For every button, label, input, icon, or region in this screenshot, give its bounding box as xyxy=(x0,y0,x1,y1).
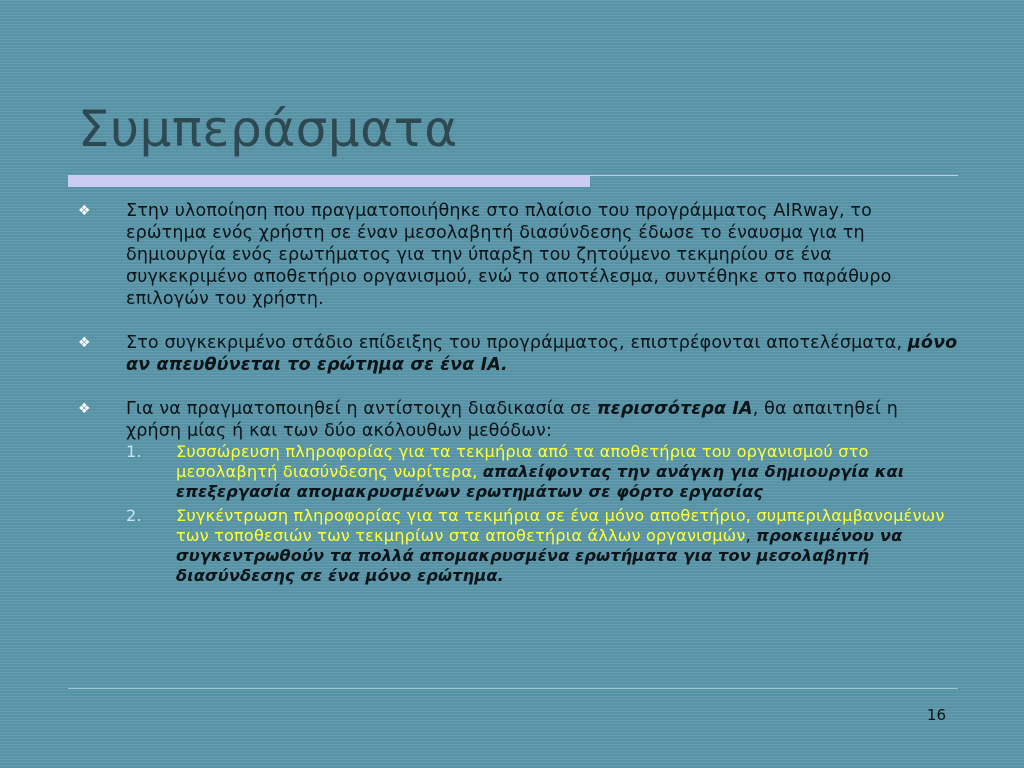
title-underline-line xyxy=(590,175,958,176)
sublist-number: 1. xyxy=(126,442,142,461)
bullet-text-tail: , θα απαιτηθεί η χρήση μίας ή και των δύο ακόλουθων μεθόδων: xyxy=(126,399,898,441)
bullet-text xyxy=(126,332,958,376)
diamond-bullet-icon: ❖ xyxy=(78,335,91,351)
numbered-sublist xyxy=(126,442,958,586)
title-underline-bar xyxy=(68,175,590,187)
sublist-body: Συσσώρευση πληροφορίας για τα τεκμήρια από τα αποθετήρια του οργανισμού στο μεσολαβητή διασύνδεσης νωρίτερα xyxy=(176,442,869,481)
sublist-number: 2. xyxy=(126,506,142,525)
bullet-item xyxy=(78,200,958,310)
sublist-separator: , xyxy=(472,462,483,481)
slide-title: Συμπεράσματα xyxy=(78,100,458,158)
sublist-text xyxy=(176,506,958,586)
page-number: 16 xyxy=(926,706,946,724)
sublist-item xyxy=(126,506,958,586)
bullet-text-body: Στο συγκεκριμένο στάδιο επίδειξης του προγράμματος, επιστρέφονται αποτελέσματα, xyxy=(126,333,908,353)
sublist-item xyxy=(126,442,958,502)
slide-body xyxy=(78,200,958,586)
bullet-text-body: Στην υλοποίηση που πραγματοποιήθηκε στο πλαίσιο του προγράμματος AIRway, το ερώτημα ενός χρήστη σε έναν μεσολαβητή διασύνδεσης έδωσε το έναυσμα για τη δημιουργία ενός ερωτήματος για την ύπαρξη του ζητούμενο τεκμηρίου σε ένα συγκεκριμένο αποθετήριο οργανισμού, ενώ το αποτέλεσμα, συντέθηκε στο παράθυρο επιλογών του χρήστη. xyxy=(126,201,892,309)
diamond-bullet-icon: ❖ xyxy=(78,203,91,219)
footer-divider xyxy=(68,688,958,689)
sublist-emphasis: προκειμένου να συγκεντρωθούν τα πολλά απομακρυσμένα ερωτήματα για τον μεσολαβητή διασύνδεσης σε ένα μόνο ερώτημα. xyxy=(176,526,903,585)
sublist-emphasis: απαλείφοντας την ανάγκη για δημιουργία και επεξεργασία απομακρυσμένων ερωτημάτων σε φόρτο εργασίας xyxy=(176,462,905,501)
bullet-text xyxy=(126,398,958,586)
bullet-emphasis: μόνο αν απευθύνεται το ερώτημα σε ένα ΙΑ. xyxy=(126,333,958,375)
sublist-text xyxy=(176,442,958,502)
bullet-text xyxy=(126,200,958,310)
bullet-item xyxy=(78,332,958,376)
bullet-item xyxy=(78,398,958,586)
sublist-body: Συγκέντρωση πληροφορίας για τα τεκμήρια σε ένα μόνο αποθετήριο, συμπεριλαμβανομένων των τοποθεσιών των τεκμηρίων στα αποθετήρια άλλων οργανισμών xyxy=(176,506,945,545)
bullet-text-body: Για να πραγματοποιηθεί η αντίστοιχη διαδικασία σε xyxy=(126,399,597,419)
sublist-separator: , xyxy=(745,526,757,545)
bullet-emphasis: περισσότερα ΙΑ xyxy=(596,399,753,419)
diamond-bullet-icon: ❖ xyxy=(78,401,91,417)
